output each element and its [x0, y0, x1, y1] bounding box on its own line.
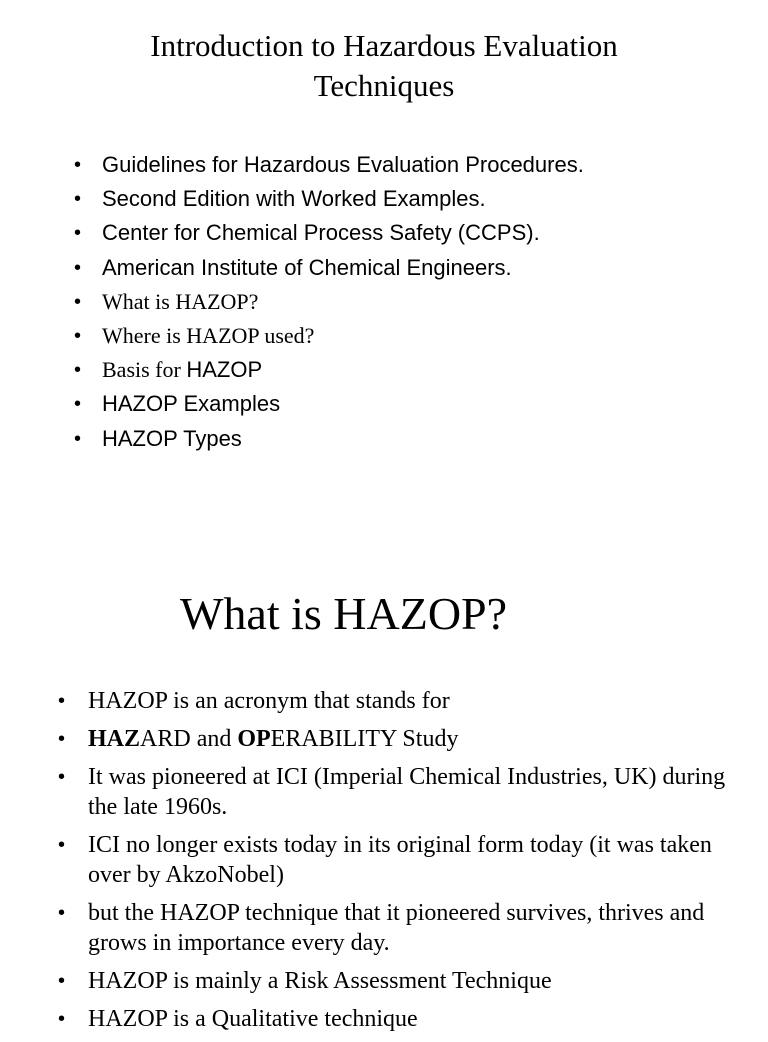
bullet-icon: •	[74, 188, 82, 211]
bullet-icon: •	[74, 359, 82, 382]
list-item	[58, 898, 738, 958]
list-item	[58, 686, 738, 716]
bullet-icon: •	[58, 728, 66, 750]
list-item-text: American Institute of Chemical Engineers.	[102, 254, 512, 280]
bullet-icon: •	[74, 154, 82, 176]
list-item	[58, 724, 738, 754]
list-item	[58, 966, 738, 996]
list-item-text: What is HAZOP?	[102, 288, 259, 314]
bullet-icon: •	[74, 427, 82, 450]
bullet-icon: •	[58, 1008, 66, 1030]
list-item-text: but the HAZOP technique that it pioneered survives, thrives and grows in importance every day.	[88, 900, 705, 956]
bullet-icon: •	[58, 970, 66, 992]
list-item-text: ICI no longer exists today in its original form today (it was taken over by AkzoNobel)	[88, 832, 712, 888]
list-item-text: It was pioneered at ICI (Imperial Chemical Industries, UK) during the late 1960s.	[88, 764, 726, 820]
bullet-icon: •	[74, 256, 82, 279]
acronym-bold-part: OP	[237, 726, 271, 752]
bullet-icon: •	[58, 834, 66, 856]
list-item-text: Second Edition with Worked Examples.	[102, 186, 486, 212]
list-item-text-part: ARD and	[140, 726, 238, 752]
list-item-text-part: HAZOP	[186, 357, 263, 383]
slide-title: What is HAZOP?	[180, 588, 508, 639]
list-item-text: HAZOP is a Qualitative technique	[88, 1006, 418, 1032]
list-item-text-part: ERABILITY Study	[270, 726, 459, 752]
list-item-text: HAZOP Examples	[102, 391, 281, 417]
list-item-text	[102, 353, 262, 387]
list-item-text: Guidelines for Hazardous Evaluation Procedures.	[102, 152, 584, 177]
bullet-icon: •	[74, 393, 82, 416]
bullet-icon: •	[74, 222, 82, 245]
bullet-list	[58, 686, 738, 1042]
list-item-text	[88, 724, 738, 754]
bullet-icon: •	[58, 766, 66, 788]
list-item	[58, 830, 738, 890]
slide-introduction	[0, 0, 768, 520]
slide-title	[0, 26, 768, 106]
bullet-icon: •	[74, 290, 82, 313]
bullet-icon: •	[58, 902, 66, 924]
bullet-icon: •	[74, 324, 82, 347]
list-item-text: HAZOP Types	[102, 425, 242, 451]
slide-title-line-2: Techniques	[313, 68, 455, 103]
list-item	[58, 762, 738, 822]
acronym-bold-part: HAZ	[88, 726, 141, 752]
slide-title-line-1: Introduction to Hazardous Evaluation	[150, 28, 618, 63]
list-item-text: HAZOP is mainly a Risk Assessment Technique	[88, 968, 552, 994]
list-item	[58, 1004, 738, 1034]
list-item-text: Center for Chemical Process Safety (CCPS).	[102, 220, 540, 246]
list-item-text-part: Basis for	[102, 357, 187, 383]
list-item-text: HAZOP is an acronym that stands for	[88, 688, 450, 714]
bullet-icon: •	[58, 690, 66, 712]
list-item-text: Where is HAZOP used?	[102, 322, 315, 348]
